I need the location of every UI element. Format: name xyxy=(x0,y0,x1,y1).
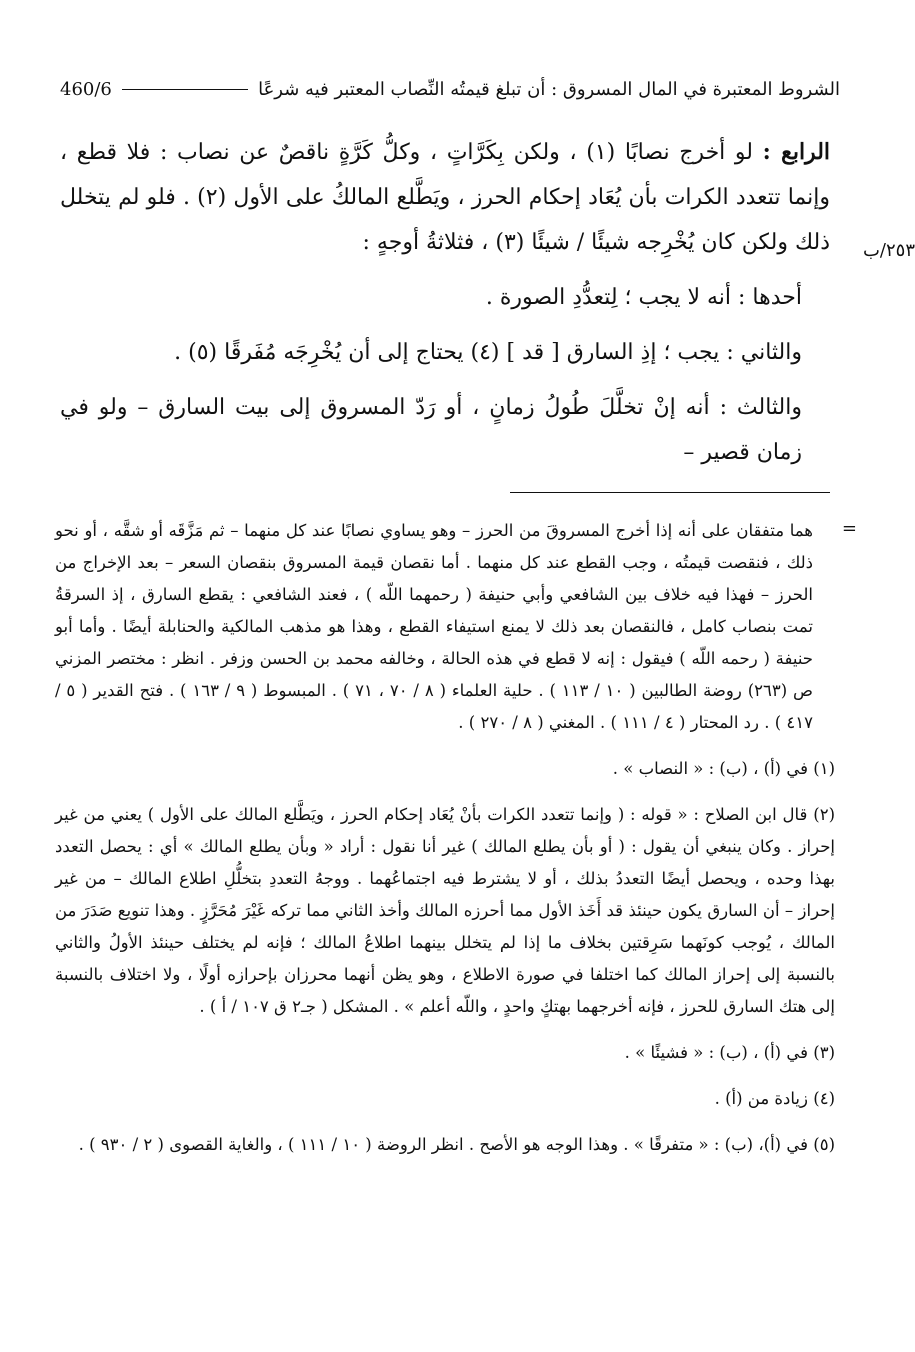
paragraph-third-view: والثالث : أنه إنْ تخلَّلَ طُولُ زمانٍ ، أو رَدّ المسروق إلى بيت السارق – ولو في زمان قصير – xyxy=(60,395,802,465)
footnote-gap xyxy=(55,1115,835,1129)
footnote-5: (٥) في (أ)، (ب) : « متفرقًا » . وهذا الوجه هو الأصح . انظر الروضة ( ١٠ / ١١١ ) ، والغاية القصوى ( ٢ / ٩٣٠ ) . xyxy=(78,1135,835,1154)
paragraph-text: لو أخرج نصابًا (١) ، ولكن بِكَرَّاتٍ ، وكلُّ كَرَّةٍ ناقصٌ عن نصاب : فلا قطع ، وإنما تتعدد الكرات بأن يُعَاد إحكام الحرز ، ويَطَّلع المالكُ على الأول (٢) . فلو لم يتخلل ذلك ولكن كان يُخْرِجه شيئًا / شيئًا (٣) ، فثلاثةُ أوجهٍ : xyxy=(60,140,831,255)
footnote-continuation: هما متفقان على أنه إذا أخرج المسروقَ من الحرز – وهو يساوي نصابًا عند كل منهما – ثم مَزَّقَه أو شقَّه ، أو نحو ذلك ، فنقصت قيمتُه ، وجب القطع عند كل منهما . أما نقصان قيمة المسروق بنقصان السعر – بعد الإخراج من الحرز – فهذا فيه خلاف بين الشافعي وأبي حنيفة ( رحمهما اللّه ) ، فعند الشافعي : يقطع السارق ، إذ السرقةُ تمت بنصاب كامل ، فالنقصان بعد ذلك لا يمنع استيفاء القطع ، وهذا هو مذهب المالكية والحنابلة أيضًا . وأما أبو حنيفة ( رحمه اللّه ) فيقول : إنه لا قطع في هذه الحالة ، وخالفه محمد بن الحسن وزفر . انظر : مختصر المزني ص (٢٦٣) روضة الطالبين ( ١٠ / ١١٣ ) . حلية العلماء ( ٨ / ٧٠ ، ٧١ ) . المبسوط ( ٩ / ١٦٣ ) . فتح القدير ( ٥ / ٤١٧ ) . رد المحتار ( ٤ / ١١١ ) . المغني ( ٨ / ٢٧٠ ) . xyxy=(55,521,813,732)
paragraph-first-view: أحدها : أنه لا يجب ؛ لِتعدُّدِ الصورة . xyxy=(485,285,802,310)
footnote-gap xyxy=(55,785,835,799)
main-text xyxy=(60,130,830,475)
paragraph-fourth xyxy=(60,130,830,265)
footnote-2: (٢) قال ابن الصلاح : « قوله : ( وإنما تتعدد الكرات بأنْ يُعَاد إحكام الحرز ، ويَطَّلع المالك على الأول ) يعني من غير إحراز . وكان ينبغي أن يقول : ( أو بأن يطلع المالك ) غير أنا نقول : أراد « وبأن يطلع المالك » أي : يحصل التعدد بهذا وحده ، ويحصل أيضًا التعددُ بذلك ، أو لا يشترط فيه اجتماعُهما . ووجهُ التعددِ بتخلُّلِ اطلاع المالك – من غير إحراز – أن السارق يكون حينئذ قد أَخَذ الأول مما أحرزه المالك وأخذ الثاني مما تركه غَيْرَ مُحَرَّزٍ . وهذا تنويع صَدَرَ من المالك ، يُوجب كونَهما سَرِقتين بخلاف ما إذا لم يتخلل بينهما اطلاعُ المالك ؛ فإنه لم يختلف حينئذ الأولُ والثاني بالنسبة إلى إحراز المالك كما اختلفا في صورة الاطلاع ، وهو يظن أنهما محرزان بإحرازه أولًا ، ولا اختلاف بالنسبة إلى هتك السارق للحرز ، فإنه أخرجهما بهتكٍ واحدٍ ، واللّه أعلم » . المشكل ( جـ٢ ق ١٠٧ / أ ) . xyxy=(55,805,835,1016)
paragraph-label: الرابع : xyxy=(762,139,831,165)
header-title: الشروط المعتبرة في المال المسروق : أن تبلغ قيمتُه النِّصاب المعتبر فيه شرعًا xyxy=(258,78,840,100)
page-number: 460/6 xyxy=(60,78,112,100)
paragraph-second-view: والثاني : يجب ؛ إذِ السارق [ قد ] (٤) يحتاج إلى أن يُخْرِجَه مُفَرقًا (٥) . xyxy=(174,340,802,365)
manuscript-folio-note: ٢٥٣/ب xyxy=(862,240,915,261)
footnote-continuation-mark: = xyxy=(841,518,857,539)
footnote-4: (٤) زيادة من (أ) . xyxy=(714,1089,835,1108)
footnote-gap xyxy=(55,1023,835,1037)
footnote-separator xyxy=(510,492,830,493)
footnote-gap xyxy=(55,739,835,753)
footnotes xyxy=(55,515,835,1161)
footnote-gap xyxy=(55,1069,835,1083)
footnote-1: (١) في (أ) ، (ب) : « النصاب » . xyxy=(612,759,835,778)
running-header xyxy=(60,72,840,106)
footnote-3: (٣) في (أ) ، (ب) : « فشيئًا » . xyxy=(624,1043,835,1062)
header-rule xyxy=(122,89,248,90)
